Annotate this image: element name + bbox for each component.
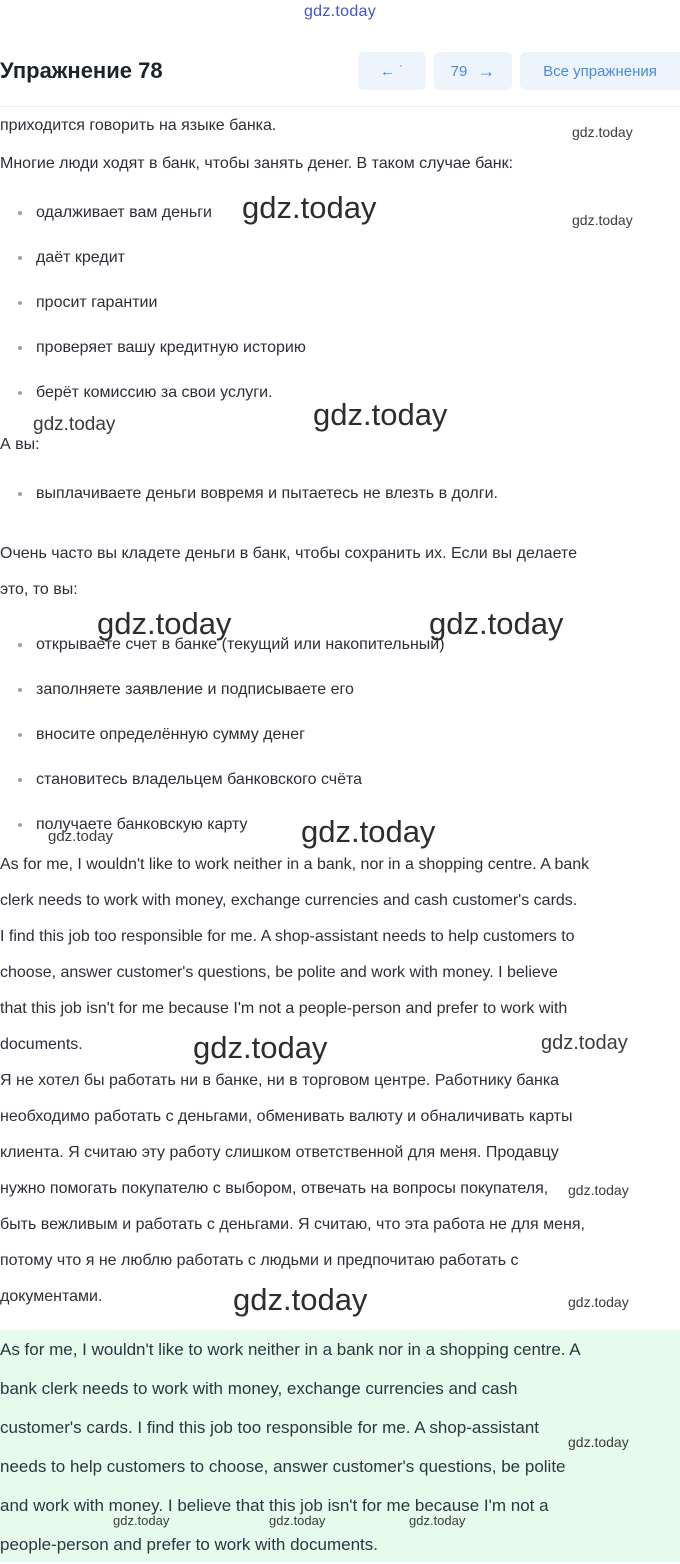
watermark: gdz.today [568, 1434, 629, 1450]
watermark: gdz.today [568, 1182, 629, 1198]
next-exercise-button[interactable] [434, 52, 512, 90]
watermark: gdz.today [233, 1282, 368, 1317]
russian-line: необходимо работать с деньгами, обменивать валюту и обналичивать карты [0, 1108, 573, 1125]
paragraph-save-line-1: Очень часто вы кладете деньги в банк, чтобы сохранить их. Если вы делаете [0, 545, 577, 562]
watermark: gdz.today [33, 414, 116, 435]
watermark: gdz.today [541, 1032, 628, 1054]
answer-line: needs to help customers to choose, answer customer's questions, be polite [0, 1457, 566, 1476]
russian-line: быть вежливым и работать с деньгами. Я считаю, что эта работа не для меня, [0, 1216, 585, 1233]
watermark: gdz.today [193, 1030, 328, 1065]
list-item: просит гарантии [0, 280, 680, 325]
answer-highlight-block [0, 1330, 680, 1562]
list-item: становитесь владельцем банковского счёта [0, 757, 680, 802]
answer-line: bank clerk needs to work with money, exchange currencies and cash [0, 1379, 518, 1398]
watermark: gdz.today [301, 814, 436, 849]
site-logo[interactable]: gdz.today [303, 3, 377, 20]
russian-line: клиента. Я считаю эту работу слишком ответственной для меня. Продавцу [0, 1144, 559, 1161]
paragraph-you: А вы: [0, 436, 40, 453]
russian-line: нужно помогать покупателю с выбором, отвечать на вопросы покупателя, [0, 1180, 549, 1197]
watermark: gdz.today [48, 828, 114, 845]
list-item: получаете банковскую карту [0, 802, 680, 847]
watermark: gdz.today [572, 124, 633, 140]
prev-button-label: ← ˙ [379, 62, 405, 80]
russian-line: Я не хотел бы работать ни в банке, ни в торговом центре. Работнику банка [0, 1072, 560, 1089]
watermark: gdz.today [113, 1513, 170, 1528]
all-exercises-button[interactable]: Все упражнения [520, 52, 680, 90]
watermark: gdz.today [242, 190, 377, 225]
exercise-content [0, 108, 680, 1315]
paragraph-intro: приходится говорить на языке банка. [0, 117, 277, 134]
list-item: выплачиваете деньги вовремя и пытаетесь не влезть в долги. [0, 471, 680, 516]
answer-line: people-person and prefer to work with documents. [0, 1535, 378, 1554]
prev-exercise-button[interactable] [358, 52, 426, 90]
answer-line: and work with money. I believe that this job isn't for me because I'm not a [0, 1496, 549, 1515]
list-item: заполняете заявление и подписываете его [0, 667, 680, 712]
english-line: documents. [0, 1036, 83, 1053]
exercise-header [0, 46, 680, 107]
paragraph-save-line-2: это, то вы: [0, 581, 78, 598]
russian-line: потому что я не люблю работать с людьми и предпочитаю работать с [0, 1252, 519, 1269]
save-actions-list [0, 622, 680, 847]
watermark: gdz.today [568, 1294, 629, 1310]
english-line: choose, answer customer's questions, be polite and work with money. I believe [0, 964, 558, 981]
list-item: берёт комиссию за свои услуги. [0, 370, 680, 415]
you-actions-list [0, 471, 680, 516]
watermark: gdz.today [269, 1513, 326, 1528]
english-line: that this job isn't for me because I'm not a people-person and prefer to work with [0, 1000, 568, 1017]
watermark: gdz.today [313, 397, 448, 432]
list-item: даёт кредит [0, 235, 680, 280]
english-line: clerk needs to work with money, exchange currencies and cash customer's cards. [0, 892, 578, 909]
page-title: Упражнение 78 [0, 58, 163, 83]
list-item: одалживает вам деньги [0, 190, 680, 235]
russian-translation-block [0, 1063, 680, 1315]
bank-actions-list [0, 190, 680, 415]
watermark: gdz.today [409, 1513, 466, 1528]
answer-line: As for me, I wouldn't like to work neither in a bank nor in a shopping centre. A [0, 1340, 581, 1359]
russian-line: документами. [0, 1288, 103, 1305]
english-text-block [0, 847, 680, 1063]
next-exercise-number: 79 [450, 62, 468, 80]
english-line: As for me, I wouldn't like to work neither in a bank, nor in a shopping centre. A bank [0, 856, 590, 873]
list-item: открываете счет в банке (текущий или накопительный) [0, 622, 680, 667]
watermark: gdz.today [572, 212, 633, 228]
watermark: gdz.today [97, 606, 232, 641]
list-item: проверяет вашу кредитную историю [0, 325, 680, 370]
answer-line: customer's cards. I find this job too responsible for me. A shop-assistant [0, 1418, 540, 1437]
paragraph-borrow: Многие люди ходят в банк, чтобы занять денег. В таком случае банк: [0, 155, 514, 172]
watermark: gdz.today [429, 606, 564, 641]
arrow-right-icon: → [477, 61, 496, 81]
english-line: I find this job too responsible for me. A shop-assistant needs to help customers to [0, 928, 575, 945]
list-item: вносите определённую сумму денег [0, 712, 680, 757]
